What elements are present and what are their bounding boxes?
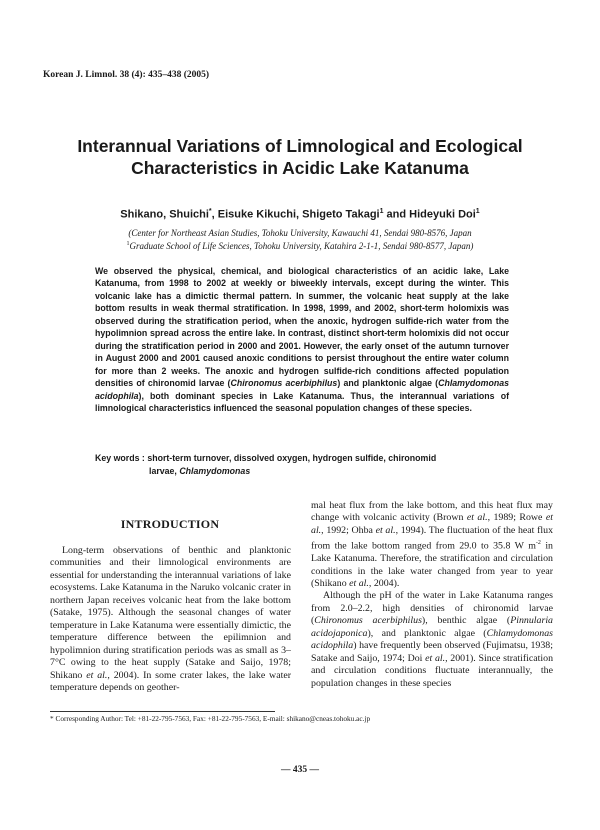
affiliation-mark: 1 [475,208,480,215]
paragraph [311,590,553,690]
keywords-text: larvae, [149,465,180,476]
author-shikano: Shikano, Shuichi [120,208,209,221]
species-name: Chironomus acerbiphilus [230,378,338,389]
corresponding-mark: * [208,208,212,215]
species-name: Chironomus acerbiphilus [314,615,422,627]
author-doi: Hideyuki Doi [409,208,476,221]
citation-etal: et al. [311,512,553,536]
body-text: Long-term observations of benthic and planktonic communities and their limnological environments are essential for understanding the interannual variations of lake ecosystems. Lake Katanuma in the Naruko volcanic crater in northern Japan receives volcanic heat from the lake bottom (Satake, 1975). Although the seasonal changes of water temperature in Lake Katanuma were essentially dimictic, the temperature difference between the epilimnion and hypolimnion during stratification periods was as small as 3–7°C owing to the heat supply (Satake and Saijo, 1978; Shikano [50,545,291,681]
keywords-label: Key words : [95,453,148,463]
citation-etal: et al. [375,524,396,536]
body-text: mal heat flux from the lake bottom, and this heat flux may change with volcanic activity (Brown [311,500,553,524]
affiliation-1: (Center for Northeast Asian Studies, Tohoku University, Kawauchi 41, Sendai 980-8576, Japan [128,228,472,238]
body-text: , 1992; Ohba [321,524,376,536]
citation-etal: et al. [466,512,488,524]
title-line-1: Interannual Variations of Limnological and Ecological [77,136,523,156]
corresponding-author-footnote: * Corresponding Author: Tel: +81-22-795-7563, Fax: +81-22-795-7563, E-mail: shikano@cneas.tohoku.ac.jp [50,714,371,723]
right-column [311,500,553,690]
author-list [40,208,560,221]
paragraph [311,500,553,590]
body-text: ) have frequently been observed (Fujimatsu, 1938; Satake and Saijo, 1974; Doi [311,640,553,664]
affiliation-mark: 1 [379,208,384,215]
body-text: ), and planktonic algae ( [367,627,487,639]
author-separator: , [296,208,303,221]
author-takagi: Shigeto Takagi [302,208,380,221]
citation-etal: et al. [86,669,108,681]
abstract-text-2: ) and planktonic algae ( [337,378,439,389]
body-text: in Lake Katanuma. Therefore, the stratification and circulation conditions in the lake water changed from year to year (Shikano [311,540,553,590]
affiliation-mark: 1 [126,241,130,247]
body-text: , 1994). The fluctuation of the heat flux from the lake bottom ranged from 29.0 to 35.8 W m [311,524,554,552]
abstract-text-3: ), both dominant species in Lake Katanuma. Thus, the interannual variations of limnological characteristics influenced the seasonal population changes of these species. [95,390,509,413]
keywords-line-1: short-term turnover, dissolved oxygen, hydrogen sulfide, chironomid [147,453,437,463]
paragraph [50,545,291,694]
body-text: Although the pH of the water in Lake Katanuma ranges from 2.0–2.2, high densities of chironomid larvae ( [311,590,553,627]
abstract [95,265,509,414]
abstract-text-1: We observed the physical, chemical, and biological characteristics of an acidic lake, Lake Katanuma, from 1998 to 2002 at weekly or biweekly intervals, except during the winter. This volcanic lake has a dimictic thermal pattern. In summer, the volcanic heat supply at the lake bottom results in weak thermal stratification. In 1998, 1999, and 2002, short-term holomixis was observed during the stratification period, when the anoxic, hydrogen sulfide-rich water from the hypolimnion spread across the entire lake. In contrast, distinct short-term holomixis did not occur during the stratification period in 2000 and 2001. However, the early onset of the autumn turnover in August 2000 and 2001 caused anoxic conditions to persist throughout the entire water column for more than 2 weeks. The anoxic and hydrogen sulfide-rich conditions affected population densities of chironomid larvae ( [95,266,509,389]
body-text: , 2004). [368,578,400,590]
article-title [40,135,560,179]
title-line-2: Characteristics in Acidic Lake Katanuma [131,158,469,178]
author-and: and [383,208,410,221]
left-column [50,545,291,694]
journal-reference: Korean J. Limnol. 38 (4): 435–438 (2005) [43,70,210,80]
unit-exponent: -2 [535,540,541,547]
page-number: — 435 — [281,765,319,775]
body-text: ), benthic algae ( [421,615,511,627]
body-text: , 2001). Since stratification and circulation conditions fluctuate interannually, the population changes in these species [311,652,554,689]
body-text: , 1989; Rowe [487,512,546,524]
section-heading-introduction: INTRODUCTION [120,517,220,531]
footnote-divider [50,711,275,712]
citation-etal: et al. [349,578,369,590]
species-name: Chlamydomonas acidophila [95,378,509,401]
affiliation-2-text: Graduate School of Life Sciences, Tohoku University, Katahira 2-1-1, Sendai 980-8577, Japan) [129,241,474,251]
citation-etal: et al. [425,652,446,664]
species-name: Chlamydomonas acidophila [311,627,553,652]
keywords-line-2 [95,465,515,478]
affiliation-2 [40,241,560,251]
author-kikuchi: Eisuke Kikuchi [217,208,297,221]
species-name: Pinnularia acidojaponica [311,615,553,639]
keywords-species: Chlamydomonas [179,465,251,476]
body-text: , 2004). In some crater lakes, the lake water temperature depends on geother- [50,669,291,693]
author-separator: , [211,208,218,221]
keywords [95,452,515,477]
